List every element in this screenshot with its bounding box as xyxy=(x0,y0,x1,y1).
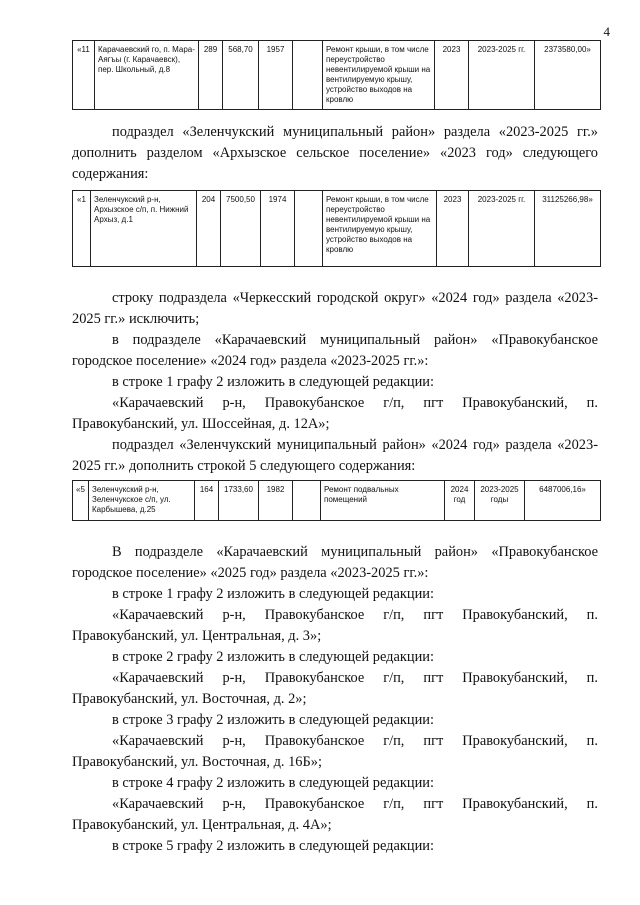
paragraph: подраздел «Зеленчукский муниципальный район» раздела «2023-2025 гг.» дополнить разделом «Архызское сельское поселение» «2023 год» следующего содержания: xyxy=(72,124,598,182)
page-number: 4 xyxy=(603,24,610,39)
year-built-cell: 1974 xyxy=(261,191,295,267)
cost-cell: 31125266,98» xyxy=(535,191,601,267)
paragraph: подраздел «Зеленчукский муниципальный район» «2024 год» раздела «2023-2025 гг.» дополнить строкой 5 следующего содержания: xyxy=(72,437,598,474)
work-type-cell: Ремонт крыши, в том числе переустройство невентилируемой крыши на вентилируемую крышу, устройство выходов на кровлю xyxy=(323,41,435,110)
row-number-cell: «5 xyxy=(73,481,89,521)
paragraph: в строке 1 графу 2 изложить в следующей редакции: xyxy=(112,374,434,390)
cost-cell: 6487006,16» xyxy=(525,481,601,521)
row-number-cell: «1 xyxy=(73,191,91,267)
paragraph: «Карачаевский р-н, Правокубанское г/п, пгт Правокубанский, п. Правокубанский, ул. Шоссейная, д. 12А»; xyxy=(72,395,598,432)
area-cell: 568,70 xyxy=(223,41,259,110)
paragraph: в строке 2 графу 2 изложить в следующей редакции: xyxy=(112,649,434,665)
empty-cell xyxy=(293,41,323,110)
paragraph: В подразделе «Карачаевский муниципальный район» «Правокубанское городское поселение» «2025 год» раздела «2023-2025 гг.»: xyxy=(72,544,598,581)
value-cell: 204 xyxy=(197,191,221,267)
address-cell: Зеленчукский р-н, Архызское с/п, п. Нижний Архыз, д.1 xyxy=(91,191,197,267)
row-number-cell: «11 xyxy=(73,41,95,110)
amendment-table-3 xyxy=(72,480,601,521)
period-cell: 2023-2025 гг. xyxy=(469,191,535,267)
period-cell: 2023-2025 гг. xyxy=(469,41,535,110)
table-row xyxy=(73,481,601,521)
year-built-cell: 1957 xyxy=(259,41,293,110)
amendment-table-1 xyxy=(72,40,601,110)
year-cell: 2023 xyxy=(437,191,469,267)
cost-cell: 2373580,00» xyxy=(535,41,601,110)
table-row xyxy=(73,41,601,110)
address-cell: Карачаевский го, п. Мара-Аягъы (г. Карачаевск), пер. Школьный, д.8 xyxy=(95,41,199,110)
table-row xyxy=(73,191,601,267)
paragraph: строку подраздела «Черкесский городской округ» «2024 год» раздела «2023-2025 гг.» исключить; xyxy=(72,290,598,327)
work-type-cell: Ремонт подвальных помещений xyxy=(321,481,445,521)
year-built-cell: 1982 xyxy=(259,481,293,521)
year-cell: 2024 год xyxy=(445,481,475,521)
paragraph: «Карачаевский р-н, Правокубанское г/п, пгт Правокубанский, п. Правокубанский, ул. Восточная, д. 2»; xyxy=(72,670,598,707)
year-cell: 2023 xyxy=(435,41,469,110)
paragraph: «Карачаевский р-н, Правокубанское г/п, пгт Правокубанский, п. Правокубанский, ул. Восточная, д. 16Б»; xyxy=(72,733,598,770)
empty-cell xyxy=(295,191,323,267)
work-type-cell: Ремонт крыши, в том числе переустройство невентилируемой крыши на вентилируемую крышу, устройство выходов на кровлю xyxy=(323,191,437,267)
empty-cell xyxy=(293,481,321,521)
period-cell: 2023-2025 годы xyxy=(475,481,525,521)
paragraph: «Карачаевский р-н, Правокубанское г/п, пгт Правокубанский, п. Правокубанский, ул. Центральная, д. 4А»; xyxy=(72,796,598,833)
paragraph: в строке 5 графу 2 изложить в следующей редакции: xyxy=(112,838,434,854)
paragraph: «Карачаевский р-н, Правокубанское г/п, пгт Правокубанский, п. Правокубанский, ул. Центральная, д. 3»; xyxy=(72,607,598,644)
amendment-table-2 xyxy=(72,190,601,267)
paragraph: в строке 4 графу 2 изложить в следующей редакции: xyxy=(112,775,434,791)
paragraph: в подразделе «Карачаевский муниципальный район» «Правокубанское городское поселение» «2024 год» раздела «2023-2025 гг.»: xyxy=(72,332,598,369)
area-cell: 7500,50 xyxy=(221,191,261,267)
area-cell: 1733,60 xyxy=(219,481,259,521)
value-cell: 164 xyxy=(195,481,219,521)
paragraph: в строке 3 графу 2 изложить в следующей редакции: xyxy=(112,712,434,728)
address-cell: Зеленчукский р-н, Зеленчукское с/п, ул. Карбышева, д.25 xyxy=(89,481,195,521)
paragraph: в строке 1 графу 2 изложить в следующей редакции: xyxy=(112,586,434,602)
value-cell: 289 xyxy=(199,41,223,110)
